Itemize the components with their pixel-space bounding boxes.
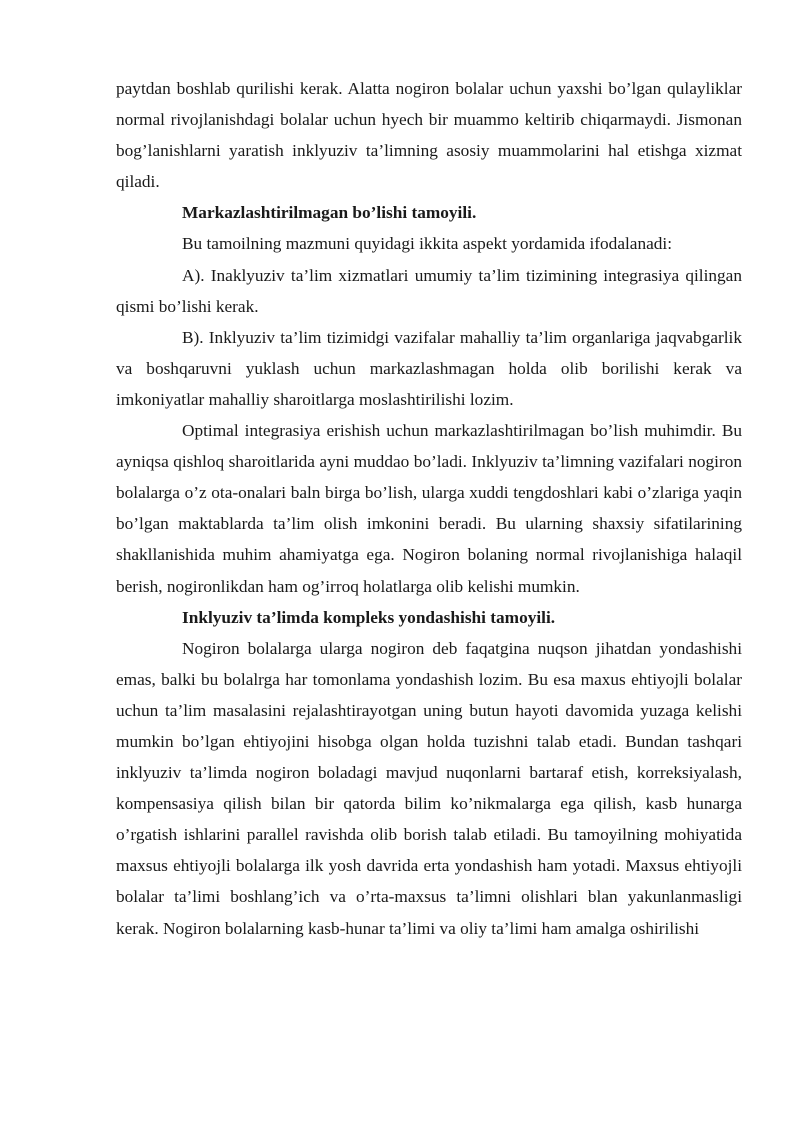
- paragraph: A). Inaklyuziv ta’lim xizmatlari umumiy ta’lim tizimining integrasiya qilingan qismi bo’lishi kerak.: [116, 265, 742, 316]
- paragraph: B). Inklyuziv ta’lim tizimidgi vazifalar mahalliy ta’lim organlariga jaqvabgarlik va boshqaruvni yuklash uchun markazlashmagan holda olib borilishi kerak va imkoniyatlar mahalliy sharoitlarga moslashtirilishi lozim.: [116, 327, 742, 409]
- paragraph: Bu tamoilning mazmuni quyidagi ikkita aspekt yordamida ifodalanadi:: [182, 234, 673, 254]
- section-heading: Markazlashtirilmagan bo’lishi tamoyili.: [182, 203, 477, 223]
- paragraph: paytdan boshlab qurilishi kerak. Alatta nogiron bolalar uchun yaxshi bo’lgan qulayliklar normal rivojlanishdagi bolalar uchun hyech bir muammo keltirib chiqarmaydi. Jismonan bog’lanishlarni yaratish inklyuziv ta’limning asosiy muammolarini hal etishga xizmat qiladi.: [116, 79, 742, 192]
- paragraph: Optimal integrasiya erishish uchun markazlashtirilmagan bo’lish muhimdir. Bu ayniqsa qishloq sharoitlarida ayni muddao bo’ladi. Inklyuziv ta’limning vazifalari nogiron bolalarga o’z ota-onalari baln birga bo’lish, ularga xuddi tengdoshlari kabi o’zlariga yaqin bo’lgan maktablarda ta’lim olish imkonini beradi. Bu ularning shaxsiy sifatilarining shakllanishida muhim ahamiyatga ega. Nogiron bolaning normal rivojlanishiga halaqil berish, nogironlikdan ham og’irroq holatlarga olib kelishi mumkin.: [116, 421, 742, 596]
- paragraph: Nogiron bolalarga ularga nogiron deb faqatgina nuqson jihatdan yondashishi emas, balki bu bolalrga har tomonlama yondashish lozim. Bu esa maxus ehtiyojli bolalar uchun ta’lim masalasini rejalashtirayotgan uning butun hayoti davomida yuzaga kelishi mumkin bo’lgan ehtiyojini hisobga olgan holda tuzishni talab etadi. Bundan tashqari inklyuziv ta’limda nogiron boladagi mavjud nuqonlarni bartaraf etish, korreksiyalash, kompensasiya qilish bilan bir qatorda bilim ko’nikmalarga ega qilish, kasb hunarga o’rgatish ishlarini parallel ravishda olib borish talab etiladi. Bu tamoyilning mohiyatida maxsus ehtiyojli bolalarga ilk yosh davrida erta yondashish ham yotadi. Maxsus ehtiyojli bolalar ta’limi boshlang’ich va o’rta-maxsus ta’limni olishlari blan yakunlanmasligi kerak. Nogiron bolalarning kasb-hunar ta’limi va oliy ta’limi ham amalga oshirilishi: [116, 638, 742, 938]
- document-page: [116, 73, 742, 944]
- section-heading: Inklyuziv ta’limda kompleks yondashishi tamoyili.: [182, 607, 556, 627]
